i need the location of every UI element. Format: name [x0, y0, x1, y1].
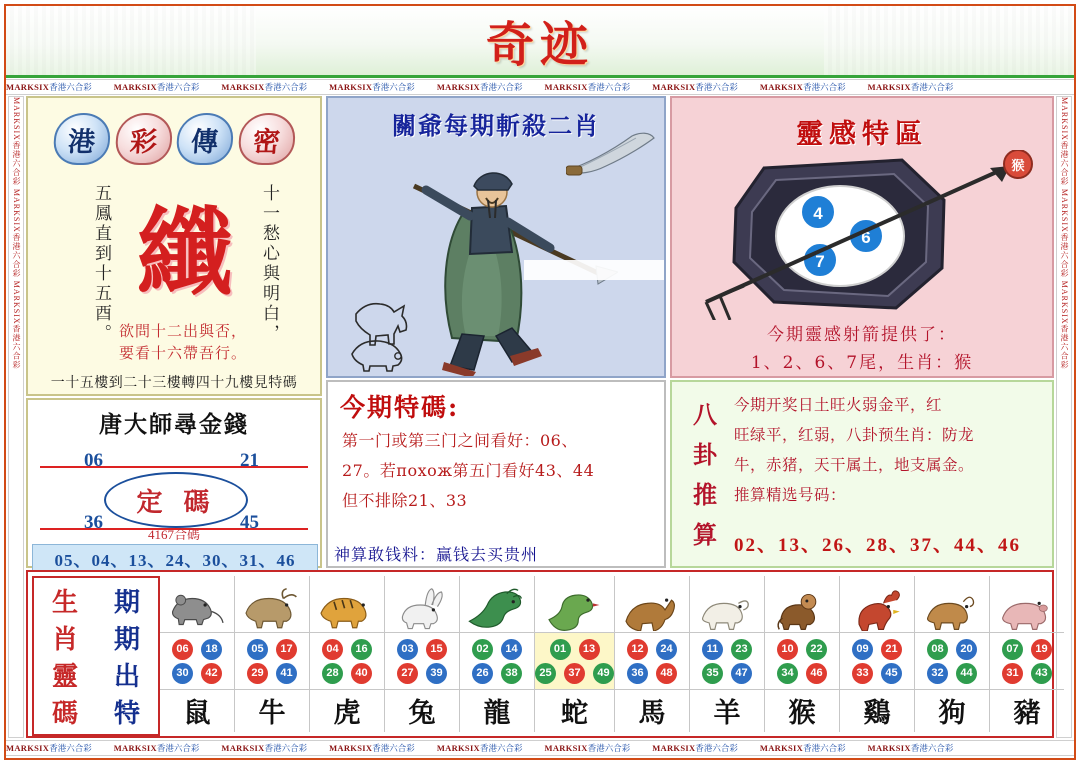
- number-ball: 02: [472, 639, 493, 660]
- rabbit-icon: [385, 576, 459, 632]
- number-ball: 49: [593, 663, 614, 684]
- number-ball: 36: [627, 663, 648, 684]
- linggan-line-1: 今期靈感射箭提供了：: [767, 325, 957, 345]
- zodiac-name: 牛: [258, 697, 286, 729]
- bagua-title-char-1: 八: [693, 400, 717, 429]
- ox-icon: [235, 576, 309, 632]
- number-ball: 06: [172, 639, 193, 660]
- number-ball: 39: [426, 663, 447, 684]
- number-ball: 20: [956, 639, 977, 660]
- zodiac-numbers: [840, 632, 914, 690]
- zodiac-number-row: [927, 639, 977, 660]
- ticker-top: [6, 79, 1074, 95]
- zodiac-column-dragon: [460, 576, 535, 732]
- zodiac-name: 龍: [483, 697, 511, 729]
- number-ball: 33: [852, 663, 873, 684]
- monkey-icon: [765, 576, 839, 632]
- number-ball: 14: [501, 639, 522, 660]
- number-ball: 19: [1031, 639, 1052, 660]
- number-ball: 45: [881, 663, 902, 684]
- tang-number-topleft: 06: [84, 450, 103, 471]
- svg-text:猴: 猴: [1011, 159, 1025, 174]
- bagua-title-char-2: 卦: [693, 440, 717, 469]
- number-ball: 29: [247, 663, 268, 684]
- number-ball: 42: [201, 663, 222, 684]
- gangcai-logo-char-2: 彩: [114, 113, 173, 165]
- bagua-numbers: 02、13、26、28、37、44、46: [734, 535, 1022, 556]
- zodiac-number-row: [702, 663, 752, 684]
- white-overlay-block: [524, 260, 666, 280]
- tang-center-text: 定 碼: [136, 487, 216, 518]
- zodiac-number-row: [1002, 639, 1052, 660]
- number-ball: 47: [731, 663, 752, 684]
- zodiac-number-row: [172, 639, 222, 660]
- zodiac-column-rat: [160, 576, 235, 732]
- zodiac-name: 蛇: [561, 697, 588, 729]
- zodiac-numbers: [385, 632, 459, 690]
- ticker-item: MARKSIX香港六合彩: [113, 82, 200, 92]
- number-ball: 25: [535, 663, 556, 684]
- number-ball: 15: [426, 639, 447, 660]
- number-ball: 16: [351, 639, 372, 660]
- guanye-title: 關爺每期斬殺二肖: [392, 111, 600, 140]
- page-title: 奇迹: [485, 17, 594, 73]
- number-ball: 30: [172, 663, 193, 684]
- bagua-title-char-4: 算: [693, 520, 717, 549]
- tang-number-topright: 21: [240, 450, 259, 471]
- gangcai-vertical-left: 五鳳直到十五酉。: [91, 184, 111, 344]
- zodiac-column-ox: [235, 576, 310, 732]
- panel-gangcai: [26, 96, 322, 396]
- tema-title: 今期特碼:: [340, 393, 460, 422]
- zodiac-label-2-2: 期: [113, 625, 140, 655]
- zodiac-numbers: [915, 632, 989, 690]
- panel-linggan: [670, 96, 1054, 378]
- number-ball: 08: [927, 639, 948, 660]
- zodiac-number-row: [550, 639, 600, 660]
- ticker-item: MARKSIX香港六合彩: [759, 82, 846, 92]
- ticker-item: MARKSIX香港六合彩: [6, 82, 92, 92]
- zodiac-name: 虎: [333, 697, 361, 729]
- dragon-icon: [460, 576, 534, 632]
- zodiac-number-row: [322, 639, 372, 660]
- horse-icon: [615, 576, 689, 632]
- rat-icon: [160, 576, 234, 632]
- tang-numbers-strip: 05、04、13、24、30、31、46: [32, 544, 318, 573]
- gangcai-footer: 一十五樓到二十三樓轉四十九樓見特碼: [50, 375, 298, 391]
- zodiac-number-row: [627, 639, 677, 660]
- pig-icon: [990, 576, 1064, 632]
- number-ball: 44: [956, 663, 977, 684]
- bagua-line-2: 旺绿平，红弱，八卦预生肖：防龙: [734, 426, 975, 444]
- zodiac-number-row: [852, 639, 902, 660]
- zodiac-number-row: [535, 663, 614, 684]
- gangcai-red-line-2: 要看十六帶吾行。: [118, 344, 247, 362]
- number-ball: 09: [852, 639, 873, 660]
- number-ball: 41: [276, 663, 297, 684]
- ticker-item: MARKSIX香港六合彩: [6, 743, 92, 753]
- zodiac-label-block: [32, 576, 160, 736]
- panel-tang-master: [26, 398, 322, 568]
- tema-footer: 神算敢钱料：赢钱去买贵州: [334, 545, 539, 564]
- zodiac-grid: [160, 576, 1050, 732]
- tang-number-bottomright: 45: [240, 512, 259, 533]
- zodiac-numbers: [990, 632, 1064, 690]
- zodiac-name: 豬: [1013, 697, 1041, 729]
- tang-subtext: 4167合碼: [147, 527, 200, 542]
- zodiac-numbers: [535, 632, 614, 690]
- title-band: [6, 6, 1074, 78]
- bagua-body: [734, 390, 1048, 510]
- tiger-icon: [310, 576, 384, 632]
- zodiac-column-tiger: [310, 576, 385, 732]
- number-ball: 13: [579, 639, 600, 660]
- number-ball: 21: [881, 639, 902, 660]
- zodiac-label-2-1: 期: [113, 588, 140, 618]
- gangcai-logo-char-4: 密: [237, 113, 296, 165]
- svg-text:7: 7: [815, 252, 825, 271]
- gangcai-red-line-1: 欲問十二出與否，: [118, 322, 247, 340]
- number-ball: 46: [806, 663, 827, 684]
- zodiac-name: 馬: [638, 697, 666, 729]
- content-area: [26, 96, 1054, 738]
- zodiac-name: 猴: [788, 697, 816, 729]
- tang-center-ellipse: [104, 472, 248, 528]
- zodiac-name: 鼠: [183, 697, 211, 729]
- ticker-item: MARKSIX香港六合彩: [113, 743, 200, 753]
- number-ball: 03: [397, 639, 418, 660]
- zodiac-numbers: [235, 632, 309, 690]
- side-strip-left-text: MARKSIX香港六合彩 MARKSIX香港六合彩 MARKSIX香港六合彩: [12, 97, 21, 370]
- zodiac-name: 鷄: [863, 697, 891, 729]
- zodiac-number-row: [397, 663, 447, 684]
- linggan-line-2: 1、2、6、7尾，生肖：猴: [750, 353, 974, 373]
- zodiac-label-1-2: 肖: [51, 625, 78, 655]
- zodiac-column-rooster: [840, 576, 915, 732]
- zodiac-numbers: [615, 632, 689, 690]
- zodiac-label-col-1: [34, 578, 96, 734]
- zodiac-number-row: [472, 639, 522, 660]
- number-ball: 24: [656, 639, 677, 660]
- ticker-item: MARKSIX香港六合彩: [759, 743, 846, 753]
- zodiac-label-1-3: 靈: [51, 662, 78, 692]
- tema-line-2: 27。若похож第五门看好43、44: [342, 461, 595, 480]
- band-right-texture: [824, 6, 1074, 75]
- zodiac-number-row: [927, 663, 977, 684]
- tema-body: [342, 426, 654, 516]
- zodiac-numbers: [690, 632, 764, 690]
- zodiac-number-row: [322, 663, 372, 684]
- number-ball: 48: [656, 663, 677, 684]
- linggan-target-illustration: [690, 150, 1038, 320]
- dog-icon: [915, 576, 989, 632]
- zodiac-number-row: [172, 663, 222, 684]
- number-ball: 35: [702, 663, 723, 684]
- zodiac-number-row: [247, 639, 297, 660]
- number-ball: 10: [777, 639, 798, 660]
- zodiac-name: 狗: [938, 697, 966, 729]
- bagua-vertical-title: [682, 392, 728, 558]
- side-strip-left: [8, 96, 24, 738]
- zodiac-numbers: [160, 632, 234, 690]
- zodiac-numbers: [765, 632, 839, 690]
- number-ball: 38: [501, 663, 522, 684]
- ticker-item: MARKSIX香港六合彩: [221, 743, 308, 753]
- zodiac-label-1-1: 生: [51, 588, 78, 618]
- ticker-bottom: [6, 740, 1074, 756]
- number-ball: 04: [322, 639, 343, 660]
- gangcai-logo: [54, 112, 294, 166]
- number-ball: 40: [351, 663, 372, 684]
- zodiac-label-1-4: 碼: [51, 699, 78, 729]
- number-ball: 26: [472, 663, 493, 684]
- svg-text:6: 6: [861, 228, 871, 247]
- zodiac-numbers: [310, 632, 384, 690]
- number-ball: 01: [550, 639, 571, 660]
- number-ball: 11: [702, 639, 723, 660]
- zodiac-name: 兔: [408, 697, 436, 729]
- gangcai-logo-char-3: 傳: [175, 113, 234, 165]
- number-ball: 07: [1002, 639, 1023, 660]
- number-ball: 32: [927, 663, 948, 684]
- panel-zodiac-table: [26, 570, 1054, 738]
- number-ball: 27: [397, 663, 418, 684]
- rooster-icon: [840, 576, 914, 632]
- zodiac-column-dog: [915, 576, 990, 732]
- panel-tema: [326, 380, 666, 568]
- number-ball: 31: [1002, 663, 1023, 684]
- tang-title: 唐大師尋金錢: [99, 411, 249, 438]
- panel-bagua: [670, 380, 1054, 568]
- gangcai-vertical-right: 十一愁心與明白，: [259, 184, 279, 344]
- number-ball: 12: [627, 639, 648, 660]
- ticker-item: MARKSIX香港六合彩: [436, 82, 523, 92]
- number-ball: 22: [806, 639, 827, 660]
- bagua-line-1: 今期开奖日土旺火弱金平，红: [734, 396, 943, 414]
- zodiac-number-row: [627, 663, 677, 684]
- ticker-item: MARKSIX香港六合彩: [652, 743, 738, 753]
- tang-number-bottomleft: 36: [84, 512, 103, 533]
- number-ball: 23: [731, 639, 752, 660]
- number-ball: 34: [777, 663, 798, 684]
- linggan-title: 靈感特區: [796, 119, 928, 150]
- zodiac-label-2-3: 出: [113, 662, 140, 692]
- zodiac-column-snake: [535, 576, 615, 732]
- zodiac-label-col-2: [96, 578, 158, 734]
- gangcai-big-char: 纖: [137, 195, 233, 309]
- zodiac-numbers: [460, 632, 534, 690]
- ticker-item: MARKSIX香港六合彩: [867, 82, 954, 92]
- zodiac-number-row: [777, 639, 827, 660]
- bagua-line-3: 牛，赤猪，天干属土，地支属金。: [734, 456, 975, 474]
- tang-divider-top: [40, 466, 308, 468]
- band-left-texture: [6, 6, 256, 75]
- zodiac-name: 羊: [713, 697, 741, 729]
- zodiac-number-row: [852, 663, 902, 684]
- ticker-item: MARKSIX香港六合彩: [867, 743, 954, 753]
- zodiac-number-row: [777, 663, 827, 684]
- gangcai-logo-char-1: 港: [52, 113, 111, 165]
- number-ball: 43: [1031, 663, 1052, 684]
- side-strip-right-text: MARKSIX香港六合彩 MARKSIX香港六合彩 MARKSIX香港六合彩: [1060, 97, 1069, 370]
- bagua-title-char-3: 推: [693, 480, 717, 509]
- zodiac-column-pig: [990, 576, 1064, 732]
- ticker-item: MARKSIX香港六合彩: [329, 743, 415, 753]
- ticker-item: MARKSIX香港六合彩: [221, 82, 308, 92]
- zodiac-number-row: [397, 639, 447, 660]
- svg-text:4: 4: [813, 204, 823, 223]
- tema-line-1: 第一门或第三门之间看好：06、: [342, 431, 578, 450]
- zodiac-label-2-4: 特: [113, 699, 140, 729]
- zodiac-column-goat: [690, 576, 765, 732]
- snake-icon: [535, 576, 614, 632]
- number-ball: 28: [322, 663, 343, 684]
- zodiac-column-horse: [615, 576, 690, 732]
- number-ball: 17: [276, 639, 297, 660]
- number-ball: 05: [247, 639, 268, 660]
- zodiac-number-row: [472, 663, 522, 684]
- ticker-item: MARKSIX香港六合彩: [544, 743, 631, 753]
- zodiac-column-monkey: [765, 576, 840, 732]
- ticker-item: MARKSIX香港六合彩: [329, 82, 415, 92]
- goat-icon: [690, 576, 764, 632]
- zodiac-number-row: [702, 639, 752, 660]
- number-ball: 18: [201, 639, 222, 660]
- zodiac-number-row: [1002, 663, 1052, 684]
- ticker-item: MARKSIX香港六合彩: [544, 82, 631, 92]
- tema-line-3: 但不排除21、33: [342, 491, 468, 510]
- ticker-item: MARKSIX香港六合彩: [436, 743, 523, 753]
- zodiac-column-rabbit: [385, 576, 460, 732]
- panel-guanye: [326, 96, 666, 378]
- zodiac-pair-icon: [344, 280, 426, 372]
- zodiac-number-row: [247, 663, 297, 684]
- bagua-line-4: 推算精选号码：: [734, 486, 847, 504]
- ticker-item: MARKSIX香港六合彩: [652, 82, 738, 92]
- number-ball: 37: [564, 663, 585, 684]
